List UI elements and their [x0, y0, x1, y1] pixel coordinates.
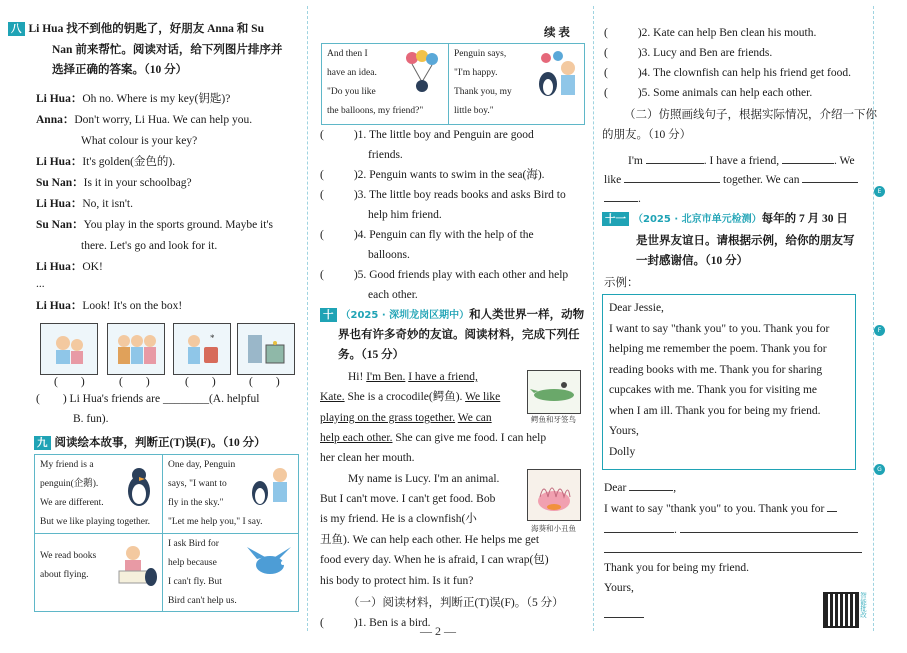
true-false-item: ( )3. Lucy and Ben are friends. — [604, 47, 773, 59]
svg-text:*: * — [210, 333, 215, 343]
crocodile-illustration — [530, 377, 578, 407]
example-letter-line: when I am ill. Thank you for being my friend. — [609, 404, 821, 417]
blank-field[interactable] — [604, 541, 862, 553]
dialogue-line: Anna：Don't worry, Li Hua. We can help you. — [36, 114, 253, 126]
question: ( )1. Ben is a bird. — [320, 617, 431, 629]
section-8-title: 八 Li Hua 找不到他的钥匙了，好朋友 Anna 和 Su — [8, 22, 264, 36]
example-letter-line: Yours, — [609, 425, 639, 437]
writing-line: like together. We can — [604, 171, 858, 187]
writing-line: . — [604, 190, 641, 206]
dialogue-line: there. Let's go and look for it. — [81, 240, 218, 252]
anemone-picture — [527, 469, 581, 521]
section-10-title: 十 （2025 · 深圳龙岗区期中）和人类世界一样，动物 — [320, 308, 584, 323]
true-false-item: ( )4. The clownfish can help his friend get food. — [604, 67, 851, 79]
ellipsis: ... — [36, 278, 45, 290]
story-cell-5: And then I have an idea. "Do you like the balloons, my friend?" — [327, 49, 424, 116]
true-false-item-line: help him friend. — [368, 209, 442, 221]
dialogue-line: What colour is your key? — [81, 135, 198, 147]
true-false-item: ( )2. Penguin wants to swim in the sea(海). — [320, 169, 545, 181]
passage-line: his body to protect him. Is it fun? — [320, 575, 474, 587]
section-11-title: 十一 （2025 · 北京市单元检测）每年的 7 月 30 日 — [602, 212, 848, 227]
passage-line: But I can't move. I can't get food. Bob — [320, 493, 496, 505]
passage-line: My name is Lucy. I'm an animal. — [348, 473, 500, 485]
dialogue-line: Li Hua：It's golden(金色的). — [36, 156, 176, 168]
picture-caption: 海葵和小丑鱼 — [531, 524, 576, 533]
dialogue-line: Su Nan：Is it in your schoolbag? — [36, 177, 192, 189]
blank-field[interactable] — [604, 521, 674, 533]
passage-line: Hi! I'm Ben. I have a friend, — [348, 371, 478, 383]
passage-line: is my friend. He is a clownfish(小 — [320, 513, 477, 525]
page-edge-divider — [873, 6, 874, 631]
blank-field[interactable] — [604, 190, 638, 202]
section-10-title-line: 务。（15 分） — [338, 349, 405, 361]
true-false-item: ( )3. The little boy reads books and asks Bird to — [320, 189, 566, 201]
qr-code[interactable] — [823, 592, 859, 628]
true-false-item-line: each other. — [368, 289, 418, 301]
story-cell-4: I ask Bird for help because I can't fly. But Bird can't help us. — [168, 539, 237, 606]
example-letter-line: reading books with me. Thank you for sharing — [609, 363, 823, 376]
dialogue-line: Li Hua：Look! It's on the box! — [36, 300, 183, 312]
blank-field[interactable] — [827, 500, 837, 512]
section-8-title-line: Nan 前来帮忙。阅读对话，给下列图片排序并 — [52, 44, 283, 56]
boy-and-penguin-illustration — [250, 465, 294, 509]
passage-line: Kate. She is a crocodile(鳄鱼). We like — [320, 391, 501, 403]
side-tab-dot: E — [874, 186, 885, 197]
balloons-illustration — [400, 48, 446, 92]
story-cell-3: We read books about flying. — [40, 551, 97, 580]
writing-line: I'm . I have a friend, . We — [628, 152, 855, 168]
section-10-badge: 十 — [320, 308, 337, 322]
story-cell-6: Penguin says, "I'm happy. Thank you, my little boy." — [454, 49, 512, 116]
subsection-title: （二）仿照画线句子，根据实际情况，介绍一下你 — [624, 109, 877, 121]
passage-line: her clean her mouth. — [320, 452, 415, 464]
children-illustration — [49, 331, 89, 367]
section-9-badge: 九 — [34, 436, 51, 450]
dialogue-line: Li Hua：OK! — [36, 261, 103, 273]
true-false-item-line: friends. — [368, 149, 403, 161]
picture-box — [237, 323, 295, 375]
example-letter-line: cupcakes with me. Thank you for visiting me — [609, 384, 818, 396]
subsection-title: （一）阅读材料，判断正(T)误(F)。（5 分） — [348, 597, 564, 609]
box-illustration — [244, 331, 288, 367]
example-letter-line: helping me remember the poem. Thank you for — [609, 343, 827, 355]
continued-label: 续 表 — [544, 27, 570, 39]
section-11-title-line: 一封感谢信。（10 分） — [636, 255, 749, 267]
side-tab-dot: G — [874, 464, 885, 475]
example-letter-line: Dear Jessie, — [609, 302, 664, 314]
subsection-title: 的朋友。（10 分） — [602, 129, 692, 141]
picture-box — [173, 323, 231, 375]
blank-field[interactable] — [604, 606, 644, 618]
schoolbag-illustration — [180, 331, 224, 367]
reading-illustration — [107, 541, 159, 593]
blank-field[interactable] — [624, 171, 720, 183]
picture-box — [107, 323, 165, 375]
blank-field[interactable] — [680, 521, 858, 533]
passage-line: help each other. She can give me food. I can help — [320, 432, 547, 444]
letter-signature — [604, 606, 644, 622]
blank-field[interactable] — [782, 152, 834, 164]
dialogue-line: Li Hua：Oh no. Where is my key(钥匙)? — [36, 93, 231, 105]
answer-paren[interactable]: ( ) — [54, 376, 85, 388]
bird-illustration — [245, 541, 295, 585]
answer-paren[interactable]: ( ) — [119, 376, 150, 388]
letter-closing: Yours, — [604, 582, 634, 594]
section-11-title-line: 是世界友谊日。请根据示例，给你的朋友写 — [636, 235, 855, 247]
example-letter — [602, 294, 856, 470]
page-number: — 2 — — [420, 624, 456, 638]
dialogue-line: Su Nan：You play in the sports ground. Maybe it's — [36, 219, 273, 231]
story-table — [34, 454, 299, 612]
crocodile-picture — [527, 370, 581, 414]
section-9-title: 九 阅读绘本故事，判断正(T)误(F)。（10 分） — [34, 436, 266, 450]
section-11-badge: 十一 — [602, 212, 629, 226]
letter-line: . — [604, 521, 858, 537]
question-line: B. fun). — [73, 413, 109, 425]
section-10-title-line: 界也有许多奇妙的友谊。阅读材料，完成下列任 — [338, 329, 580, 341]
story-table-continued — [321, 43, 585, 125]
answer-paren[interactable]: ( ) — [36, 393, 67, 405]
passage-line: food every day. When he is afraid, I can wrap(包) — [320, 554, 549, 566]
passage-line: 丑鱼). We can help each other. He helps me get — [320, 534, 540, 546]
example-letter-line: Dolly — [609, 445, 636, 458]
true-false-item-line: balloons. — [368, 249, 410, 261]
example-letter-line: I want to say "thank you" to you. Thank you for — [609, 322, 830, 335]
letter-line: Thank you for being my friend. — [604, 562, 749, 574]
side-tab-dot: F — [874, 325, 885, 336]
section-8-title-line: 选择正确的答案。（10 分） — [52, 64, 188, 76]
anemone-illustration — [532, 475, 576, 515]
boy-and-penguin-illustration — [534, 50, 580, 100]
story-cell-2: One day, Penguin says, "I want to fly in the sky." "Let me help you," I say. — [168, 460, 263, 527]
passage-line: playing on the grass together. We can — [320, 412, 492, 424]
picture-box — [40, 323, 98, 375]
example-label: 示例： — [604, 277, 639, 289]
qr-label: 智能批改 — [859, 592, 867, 618]
dialogue-line: Li Hua：No, it isn't. — [36, 198, 133, 210]
true-false-item: ( )2. Kate can help Ben clean his mouth. — [604, 27, 817, 39]
true-false-item: ( )5. Some animals can help each other. — [604, 87, 813, 99]
blank-field[interactable] — [629, 479, 673, 491]
letter-line: I want to say "thank you" to you. Thank you for — [604, 500, 837, 516]
picture-caption: 鳄鱼和牙签鸟 — [531, 415, 576, 424]
question: ( ) Li Hua's friends are ________(A. helpful — [36, 393, 260, 405]
letter-greeting: Dear , — [604, 479, 676, 495]
penguin-illustration — [121, 465, 157, 509]
true-false-item: ( )5. Good friends play with each other and help — [320, 269, 569, 281]
column-divider — [593, 6, 594, 631]
blank-field[interactable] — [646, 152, 704, 164]
answer-paren[interactable]: ( ) — [185, 376, 216, 388]
children-illustration — [114, 331, 158, 367]
blank-field[interactable] — [802, 171, 858, 183]
true-false-item: ( )4. Penguin can fly with the help of the — [320, 229, 534, 241]
story-cell-1: My friend is a penguin(企鹅). We are different. But we like playing together. — [40, 460, 151, 527]
answer-paren[interactable]: ( ) — [249, 376, 280, 388]
letter-line — [604, 541, 862, 557]
section-8-badge: 八 — [8, 22, 25, 36]
column-divider — [307, 6, 308, 631]
true-false-item: ( )1. The little boy and Penguin are good — [320, 129, 534, 141]
